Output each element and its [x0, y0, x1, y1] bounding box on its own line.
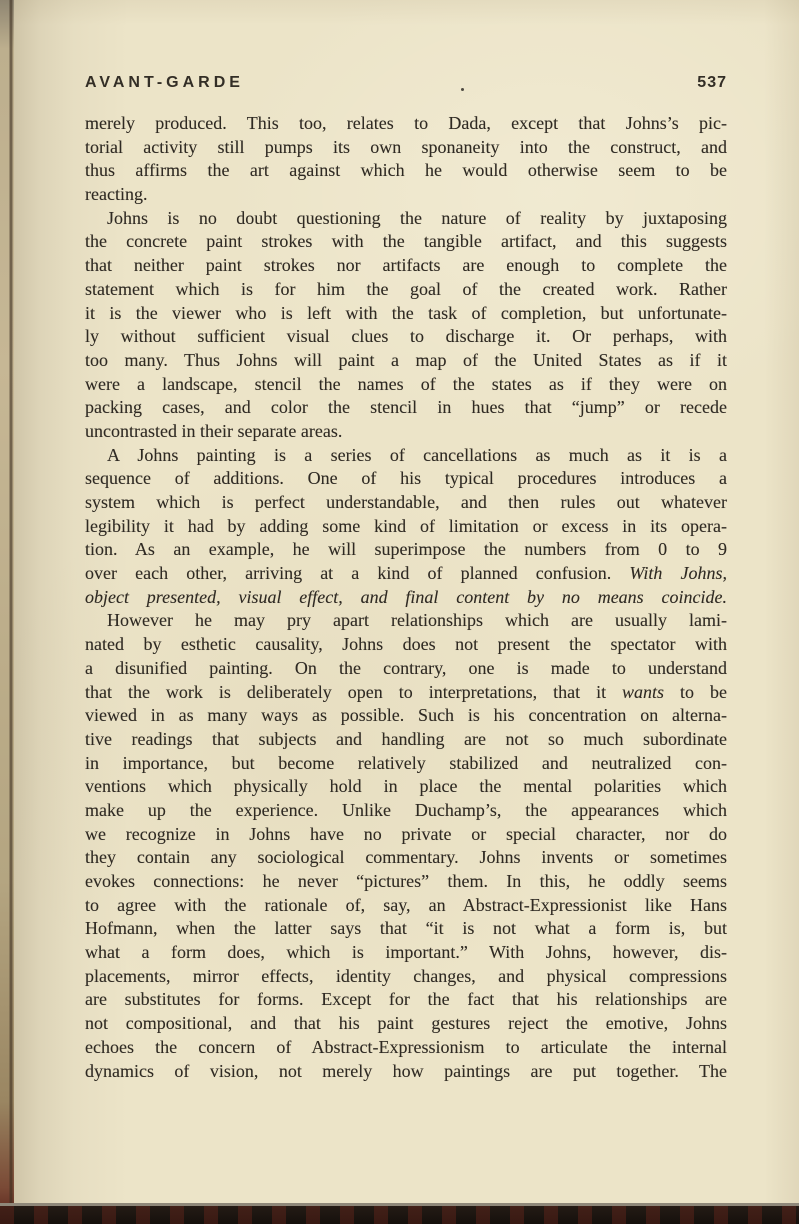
text-line: dynamics of vision, not merely how paintings are put together. The [85, 1060, 727, 1081]
book-binding-edge [0, 0, 14, 1224]
text-line: system which is perfect understandable, and then rules out whatever [85, 492, 727, 512]
running-title: AVANT-GARDE [85, 74, 244, 91]
text-line: it is the viewer who is left with the task of completion, but unfortunate- [85, 302, 727, 323]
text-line: sequence of additions. One of his typical procedures introduces a [85, 468, 727, 489]
page-number: 537 [697, 74, 727, 91]
text-line: tion. As an example, he will superimpose the numbers from 0 to 9 [85, 539, 727, 560]
text-line: evokes connections: he never “pictures” them. In this, he oddly seems [85, 871, 727, 891]
text-line: nated by esthetic causality, Johns does not present the spectator with [85, 634, 727, 655]
text-line: too many. Thus Johns will paint a map of the United States as if it [85, 349, 727, 370]
text-line: are substitutes for forms. Except for the fact that his relationships are [85, 989, 727, 1010]
text-line: echoes the concern of Abstract-Expressionism to articulate the internal [85, 1036, 727, 1057]
text-line: a disunified painting. On the contrary, one is made to understand [85, 657, 727, 678]
text-line: ventions which physically hold in place the mental polarities which [85, 776, 727, 797]
text-line: the concrete paint strokes with the tangible artifact, and this suggests [85, 231, 727, 252]
text-line: uncontrasted in their separate areas. [85, 420, 343, 441]
text-line: over each other, arriving at a kind of planned confusion. With Johns, [85, 563, 727, 584]
text-line: viewed in as many ways as possible. Such is his concentration on alterna- [85, 705, 727, 726]
running-header [85, 74, 727, 94]
text-line: merely produced. This too, relates to Dada, except that Johns’s pic- [85, 113, 727, 133]
text-line: that neither paint strokes nor artifacts are enough to complete the [85, 255, 727, 276]
page-bottom-edge [0, 1203, 799, 1224]
text-line: reacting. [85, 184, 148, 205]
paper-sheet [14, 0, 799, 1206]
text-line: they contain any sociological commentary. Johns invents or sometimes [85, 847, 727, 868]
text-line: that the work is deliberately open to interpretations, that it wants to be [85, 681, 727, 702]
text-line: Hofmann, when the latter says that “it is not what a form is, but [85, 918, 727, 939]
text-line: not compositional, and that his paint gestures reject the emotive, Johns [85, 1013, 727, 1034]
text-line: placements, mirror effects, identity changes, and physical compressions [85, 965, 727, 986]
text-line: tive readings that subjects and handling are not so much subordinate [85, 728, 727, 749]
text-line: statement which is for him the goal of the created work. Rather [85, 278, 727, 299]
text-line: what a form does, which is important.” With Johns, however, dis- [85, 942, 727, 963]
text-line: make up the experience. Unlike Duchamp’s, the appearances which [85, 799, 727, 820]
text-line: Johns is no doubt questioning the nature of reality by juxtaposing [107, 207, 727, 228]
text-line: object presented, visual effect, and final content by no means coincide. [85, 586, 727, 607]
text-line: thus affirms the art against which he would otherwise seem to be [85, 160, 727, 181]
text-line: legibility it had by adding some kind of limitation or excess in its opera- [85, 515, 727, 536]
body-text [85, 112, 727, 1083]
text-line: torial activity still pumps its own sponaneity into the construct, and [85, 136, 727, 157]
text-line: A Johns painting is a series of cancellations as much as it is a [107, 444, 727, 465]
text-line: packing cases, and color the stencil in hues that “jump” or recede [85, 397, 727, 418]
text-line: However he may pry apart relationships which are usually lami- [107, 610, 727, 631]
ink-speck [461, 88, 464, 91]
text-line: ly without sufficient visual clues to discharge it. Or perhaps, with [85, 326, 727, 347]
text-line: were a landscape, stencil the names of the states as if they were on [85, 373, 727, 394]
text-line: we recognize in Johns have no private or special character, nor do [85, 823, 727, 844]
text-line: in importance, but become relatively stabilized and neutralized con- [85, 752, 727, 773]
text-line: to agree with the rationale of, say, an Abstract-Expressionist like Hans [85, 894, 727, 915]
